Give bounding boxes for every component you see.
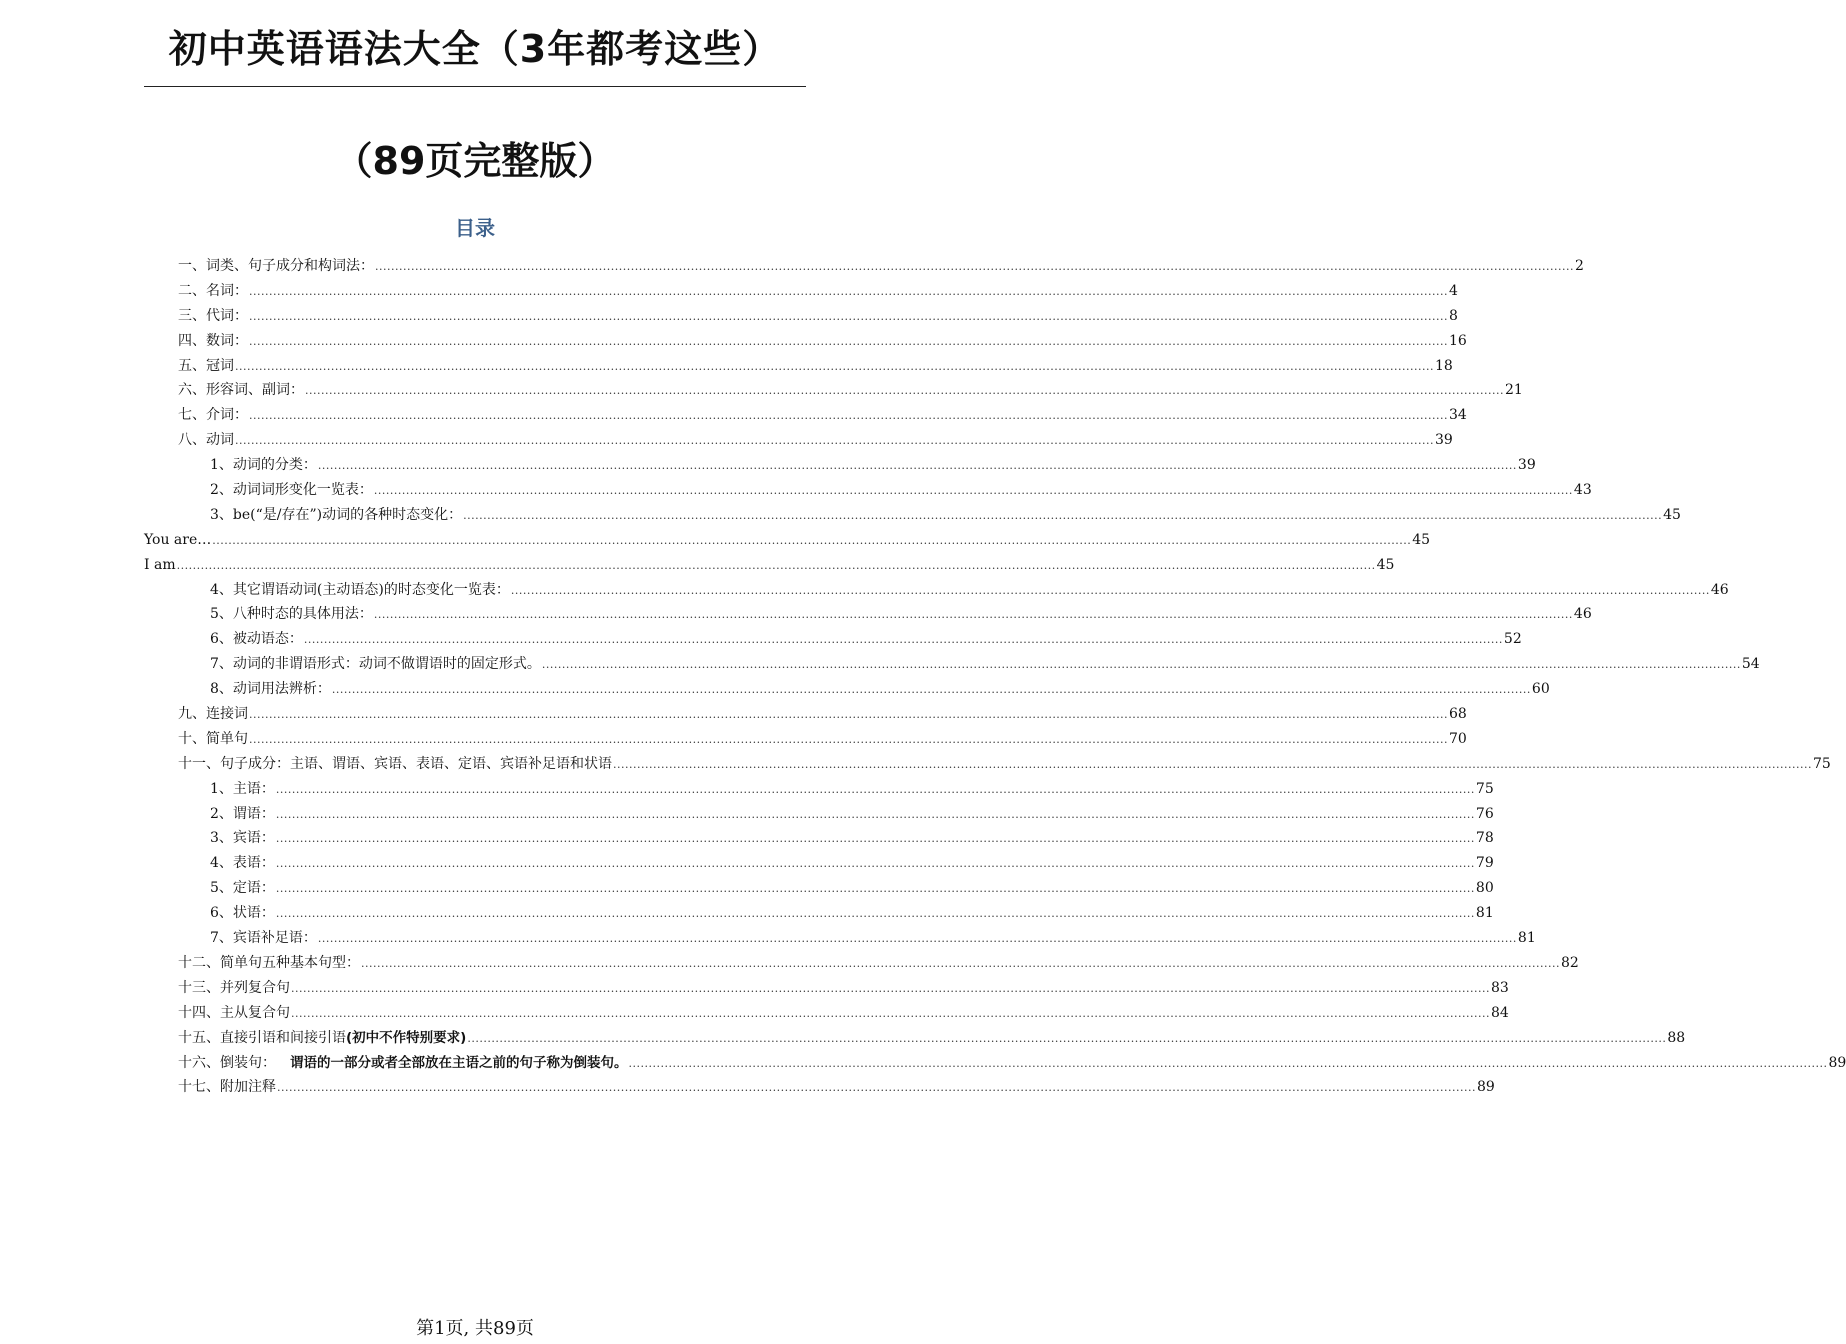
toc-leader-dots: ............................................................................................................................................................................................................................................................................................................ bbox=[541, 658, 1741, 672]
toc-entry[interactable] bbox=[0, 702, 1467, 727]
toc-entry-label bbox=[178, 378, 304, 403]
toc-page-number: 46 bbox=[1710, 581, 1729, 598]
toc-entry[interactable] bbox=[0, 503, 1681, 528]
toc-entry[interactable] bbox=[0, 478, 1592, 503]
toc-entry-text: 十一、句子成分：主语、谓语、宾语、表语、定语、宾语补足语和状语 bbox=[178, 755, 612, 772]
toc-entry[interactable] bbox=[0, 901, 1494, 926]
toc-entry-text: 十、简单句 bbox=[178, 730, 248, 747]
toc-entry-label bbox=[144, 553, 176, 578]
title-divider bbox=[144, 86, 806, 87]
toc-page-number: 45 bbox=[1663, 506, 1681, 523]
toc-entry-label bbox=[178, 354, 234, 379]
toc-leader-dots: ............................................................................................................................................................................................................................................................................................................ bbox=[613, 757, 1812, 771]
toc-leader-dots: ............................................................................................................................................................................................................................................................................................................ bbox=[275, 807, 1475, 821]
toc-page-number: 89 bbox=[1828, 1054, 1846, 1071]
page-footer: 第1页, 共89页 bbox=[416, 1318, 534, 1339]
toc-entry-text: You are… bbox=[144, 531, 212, 548]
toc-entry-label bbox=[210, 826, 275, 851]
toc-entry-label bbox=[144, 528, 211, 553]
toc-entry[interactable] bbox=[0, 777, 1494, 802]
toc-entry-label bbox=[210, 578, 510, 603]
toc-leader-dots: ............................................................................................................................................................................................................................................................................................................ bbox=[275, 907, 1475, 921]
toc-entry-text: 九、连接词 bbox=[178, 706, 248, 723]
toc-entry-text: 2、动词词形变化一览表： bbox=[210, 482, 373, 499]
toc-entry[interactable] bbox=[0, 652, 1760, 677]
toc-entry-label bbox=[178, 254, 374, 279]
toc-entry[interactable] bbox=[0, 602, 1592, 627]
toc-entry-label bbox=[178, 1075, 276, 1100]
toc-leader-dots: ............................................................................................................................................................................................................................................................................................................ bbox=[361, 956, 1560, 970]
toc-entry-text: 3、宾语： bbox=[210, 830, 275, 847]
toc-entry-bold-note: 谓语的一部分或者全部放在主语之前的句子称为倒装句。 bbox=[290, 1054, 628, 1071]
toc-entry-text: 四、数词： bbox=[178, 332, 248, 349]
toc-entry-label bbox=[210, 503, 462, 528]
toc-leader-dots: ............................................................................................................................................................................................................................................................................................................ bbox=[275, 857, 1475, 871]
toc-leader-dots: ............................................................................................................................................................................................................................................................................................................ bbox=[463, 508, 1663, 522]
toc-entry-label bbox=[210, 926, 317, 951]
toc-leader-dots: ............................................................................................................................................................................................................................................................................................................ bbox=[305, 384, 1504, 398]
toc-entry-text: 7、动词的非谓语形式：动词不做谓语时的固定形式。 bbox=[210, 656, 541, 673]
toc-entry-label bbox=[178, 403, 248, 428]
toc-page-number: 81 bbox=[1475, 905, 1494, 922]
toc-page-number: 75 bbox=[1812, 755, 1831, 772]
toc-page-number: 75 bbox=[1475, 780, 1494, 797]
toc-entry[interactable] bbox=[0, 354, 1453, 379]
toc-page-number: 45 bbox=[1412, 531, 1431, 548]
toc-page-number: 54 bbox=[1741, 656, 1760, 673]
toc-entry[interactable] bbox=[0, 677, 1550, 702]
toc-entry-label bbox=[210, 851, 275, 876]
toc-entry[interactable] bbox=[0, 627, 1522, 652]
toc-leader-dots: ............................................................................................................................................................................................................................................................................................................ bbox=[467, 1031, 1667, 1045]
toc-page-number: 16 bbox=[1448, 332, 1467, 349]
toc-entry[interactable] bbox=[0, 254, 1584, 279]
toc-entry[interactable] bbox=[0, 553, 1395, 578]
toc-page-number: 88 bbox=[1667, 1029, 1686, 1046]
toc-page-number: 70 bbox=[1448, 730, 1467, 747]
toc-entry[interactable] bbox=[0, 851, 1494, 876]
toc-entry[interactable] bbox=[0, 1051, 1846, 1076]
toc-entry-label bbox=[178, 727, 248, 752]
toc-page-number: 79 bbox=[1475, 855, 1494, 872]
toc-entry-label bbox=[210, 453, 317, 478]
toc-entry-text: 1、动词的分类： bbox=[210, 457, 317, 474]
toc-heading: 目录 bbox=[455, 216, 495, 240]
toc-page-number: 52 bbox=[1503, 631, 1522, 648]
toc-page-number: 21 bbox=[1504, 382, 1523, 399]
toc-page-number: 80 bbox=[1475, 880, 1494, 897]
toc-entry-bold-note: (初中不作特别要求) bbox=[346, 1029, 467, 1046]
toc-page-number: 46 bbox=[1573, 606, 1592, 623]
toc-leader-dots: ............................................................................................................................................................................................................................................................................................................ bbox=[373, 608, 1573, 622]
toc-entry[interactable] bbox=[0, 752, 1831, 777]
toc-entry[interactable] bbox=[0, 453, 1536, 478]
toc-entry-text: 7、宾语补足语： bbox=[210, 930, 317, 947]
toc-entry-text: 十三、并列复合句 bbox=[178, 979, 290, 996]
toc-leader-dots: ............................................................................................................................................................................................................................................................................................................ bbox=[317, 459, 1517, 473]
toc-leader-dots: ............................................................................................................................................................................................................................................................................................................ bbox=[277, 1081, 1476, 1095]
document-subtitle: （89页完整版） bbox=[334, 139, 616, 183]
toc-page-number: 84 bbox=[1490, 1004, 1509, 1021]
toc-entry[interactable] bbox=[0, 976, 1509, 1001]
toc-entry-text: 1、主语： bbox=[210, 780, 275, 797]
toc-page-number: 68 bbox=[1448, 706, 1467, 723]
toc-page-number: 18 bbox=[1434, 357, 1453, 374]
toc-page-number: 89 bbox=[1476, 1079, 1495, 1096]
toc-entry-label bbox=[210, 652, 541, 677]
toc-entry-text: 6、状语： bbox=[210, 905, 275, 922]
toc-entry[interactable] bbox=[0, 378, 1523, 403]
toc-entry-text: I am bbox=[144, 556, 176, 573]
toc-entry-text: 七、介词： bbox=[178, 407, 248, 424]
toc-leader-dots: ............................................................................................................................................................................................................................................................................................................ bbox=[249, 732, 1448, 746]
toc-leader-dots: ............................................................................................................................................................................................................................................................................................................ bbox=[275, 832, 1475, 846]
toc-leader-dots: ............................................................................................................................................................................................................................................................................................................ bbox=[275, 782, 1475, 796]
toc-entry-text: 六、形容词、副词： bbox=[178, 382, 304, 399]
toc-entry[interactable] bbox=[0, 802, 1494, 827]
toc-entry-text: 5、八种时态的具体用法： bbox=[210, 606, 373, 623]
toc-leader-dots: ............................................................................................................................................................................................................................................................................................................ bbox=[235, 359, 1434, 373]
toc-entry-text: 十四、主从复合句 bbox=[178, 1004, 290, 1021]
toc-entry-label bbox=[178, 951, 360, 976]
toc-page-number: 43 bbox=[1573, 482, 1592, 499]
toc-entry-text: 二、名词： bbox=[178, 282, 248, 299]
toc-entry-label bbox=[210, 677, 331, 702]
toc-leader-dots: ............................................................................................................................................................................................................................................................................................................ bbox=[249, 708, 1448, 722]
toc-page-number: 39 bbox=[1434, 432, 1453, 449]
toc-page-number: 83 bbox=[1490, 979, 1509, 996]
toc-entry-text: 8、动词用法辨析： bbox=[210, 681, 331, 698]
toc-entry-text: 八、动词 bbox=[178, 432, 234, 449]
toc-page-number: 82 bbox=[1560, 954, 1579, 971]
toc-page-number: 45 bbox=[1376, 556, 1395, 573]
toc-entry-label bbox=[178, 329, 248, 354]
toc-entry[interactable] bbox=[0, 876, 1494, 901]
toc-entry-label bbox=[178, 1026, 466, 1051]
toc-entry-label bbox=[178, 702, 248, 727]
toc-entry-label bbox=[178, 304, 248, 329]
toc-entry[interactable] bbox=[0, 926, 1536, 951]
toc-leader-dots: ............................................................................................................................................................................................................................................................................................................ bbox=[176, 558, 1376, 572]
toc-leader-dots: ............................................................................................................................................................................................................................................................................................................ bbox=[628, 1056, 1828, 1070]
toc-entry[interactable] bbox=[0, 279, 1458, 304]
toc-entry-text: 十五、直接引语和间接引语 bbox=[178, 1029, 346, 1046]
toc-entry[interactable] bbox=[0, 1001, 1509, 1026]
toc-leader-dots: ............................................................................................................................................................................................................................................................................................................ bbox=[303, 633, 1503, 647]
toc-leader-dots: ............................................................................................................................................................................................................................................................................................................ bbox=[249, 334, 1448, 348]
toc-entry-text: 5、定语： bbox=[210, 880, 275, 897]
toc-entry-label bbox=[210, 901, 275, 926]
toc-entry-text: 十六、倒装句： bbox=[178, 1054, 276, 1071]
toc-leader-dots: ............................................................................................................................................................................................................................................................................................................ bbox=[249, 284, 1448, 298]
toc-entry-label bbox=[210, 627, 303, 652]
toc-entry[interactable] bbox=[0, 329, 1467, 354]
toc-page-number: 8 bbox=[1448, 307, 1458, 324]
toc-entry[interactable] bbox=[0, 578, 1729, 603]
toc-page-number: 76 bbox=[1475, 805, 1494, 822]
toc-leader-dots: ............................................................................................................................................................................................................................................................................................................ bbox=[235, 434, 1434, 448]
toc-entry-label bbox=[178, 279, 248, 304]
toc-entry-label bbox=[178, 1001, 290, 1026]
document-title: 初中英语语法大全（3年都考这些） bbox=[168, 27, 782, 71]
toc-entry-text: 2、谓语： bbox=[210, 805, 275, 822]
toc-page-number: 60 bbox=[1531, 681, 1550, 698]
toc-entry-label bbox=[210, 602, 373, 627]
toc-entry[interactable] bbox=[0, 1075, 1495, 1100]
toc-entry[interactable] bbox=[0, 528, 1431, 553]
toc-page-number: 2 bbox=[1574, 258, 1584, 274]
toc-page-number: 78 bbox=[1475, 830, 1494, 847]
toc-entry-text: 十二、简单句五种基本句型： bbox=[178, 954, 360, 971]
toc-entry-label bbox=[178, 752, 612, 777]
toc-entry[interactable] bbox=[0, 951, 1579, 976]
toc-entry[interactable] bbox=[0, 727, 1467, 752]
toc-entry[interactable] bbox=[0, 826, 1494, 851]
toc-page-number: 39 bbox=[1517, 457, 1536, 474]
toc-entry-text: 三、代词： bbox=[178, 307, 248, 324]
toc-entry-label bbox=[178, 976, 290, 1001]
toc-entry-text: 一、词类、句子成分和构词法： bbox=[178, 258, 374, 274]
toc-leader-dots: ............................................................................................................................................................................................................................................................................................................ bbox=[373, 484, 1573, 498]
toc-leader-dots: ............................................................................................................................................................................................................................................................................................................ bbox=[331, 683, 1531, 697]
toc-leader-dots: ............................................................................................................................................................................................................................................................................................................ bbox=[212, 533, 1412, 547]
toc-entry-label bbox=[210, 777, 275, 802]
toc-leader-dots: ............................................................................................................................................................................................................................................................................................................ bbox=[291, 1006, 1490, 1020]
toc-leader-dots: ............................................................................................................................................................................................................................................................................................................ bbox=[317, 932, 1517, 946]
toc-entry-label bbox=[210, 876, 275, 901]
toc-entry[interactable] bbox=[0, 304, 1458, 329]
toc-leader-dots: ............................................................................................................................................................................................................................................................................................................ bbox=[275, 882, 1475, 896]
toc-page-number: 4 bbox=[1448, 282, 1458, 299]
toc-entry[interactable] bbox=[0, 428, 1453, 453]
toc-entry-label bbox=[210, 802, 275, 827]
toc-entry-text: 五、冠词 bbox=[178, 357, 234, 374]
toc-leader-dots: ............................................................................................................................................................................................................................................................................................................ bbox=[249, 409, 1448, 423]
toc-entry-label bbox=[178, 428, 234, 453]
toc-entry-label bbox=[210, 478, 373, 503]
toc-entry-text: 4、表语： bbox=[210, 855, 275, 872]
toc-entry[interactable] bbox=[0, 1026, 1686, 1051]
toc-leader-dots: ............................................................................................................................................................................................................................................................................................................ bbox=[291, 981, 1490, 995]
toc-entry-text: 十七、附加注释 bbox=[178, 1079, 276, 1096]
toc-leader-dots: ............................................................................................................................................................................................................................................................................................................ bbox=[375, 260, 1574, 273]
table-of-contents bbox=[0, 254, 1846, 1100]
toc-entry[interactable] bbox=[0, 403, 1467, 428]
toc-page-number: 81 bbox=[1517, 930, 1536, 947]
toc-entry-text: 6、被动语态： bbox=[210, 631, 303, 648]
toc-entry-text: 3、be(“是/存在”)动词的各种时态变化： bbox=[210, 506, 463, 523]
toc-entry-text: 4、其它谓语动词(主动语态)的时态变化一览表： bbox=[210, 581, 510, 598]
toc-entry-label bbox=[178, 1051, 628, 1076]
toc-page-number: 34 bbox=[1448, 407, 1467, 424]
toc-leader-dots: ............................................................................................................................................................................................................................................................................................................ bbox=[249, 309, 1448, 323]
toc-leader-dots: ............................................................................................................................................................................................................................................................................................................ bbox=[510, 583, 1710, 597]
